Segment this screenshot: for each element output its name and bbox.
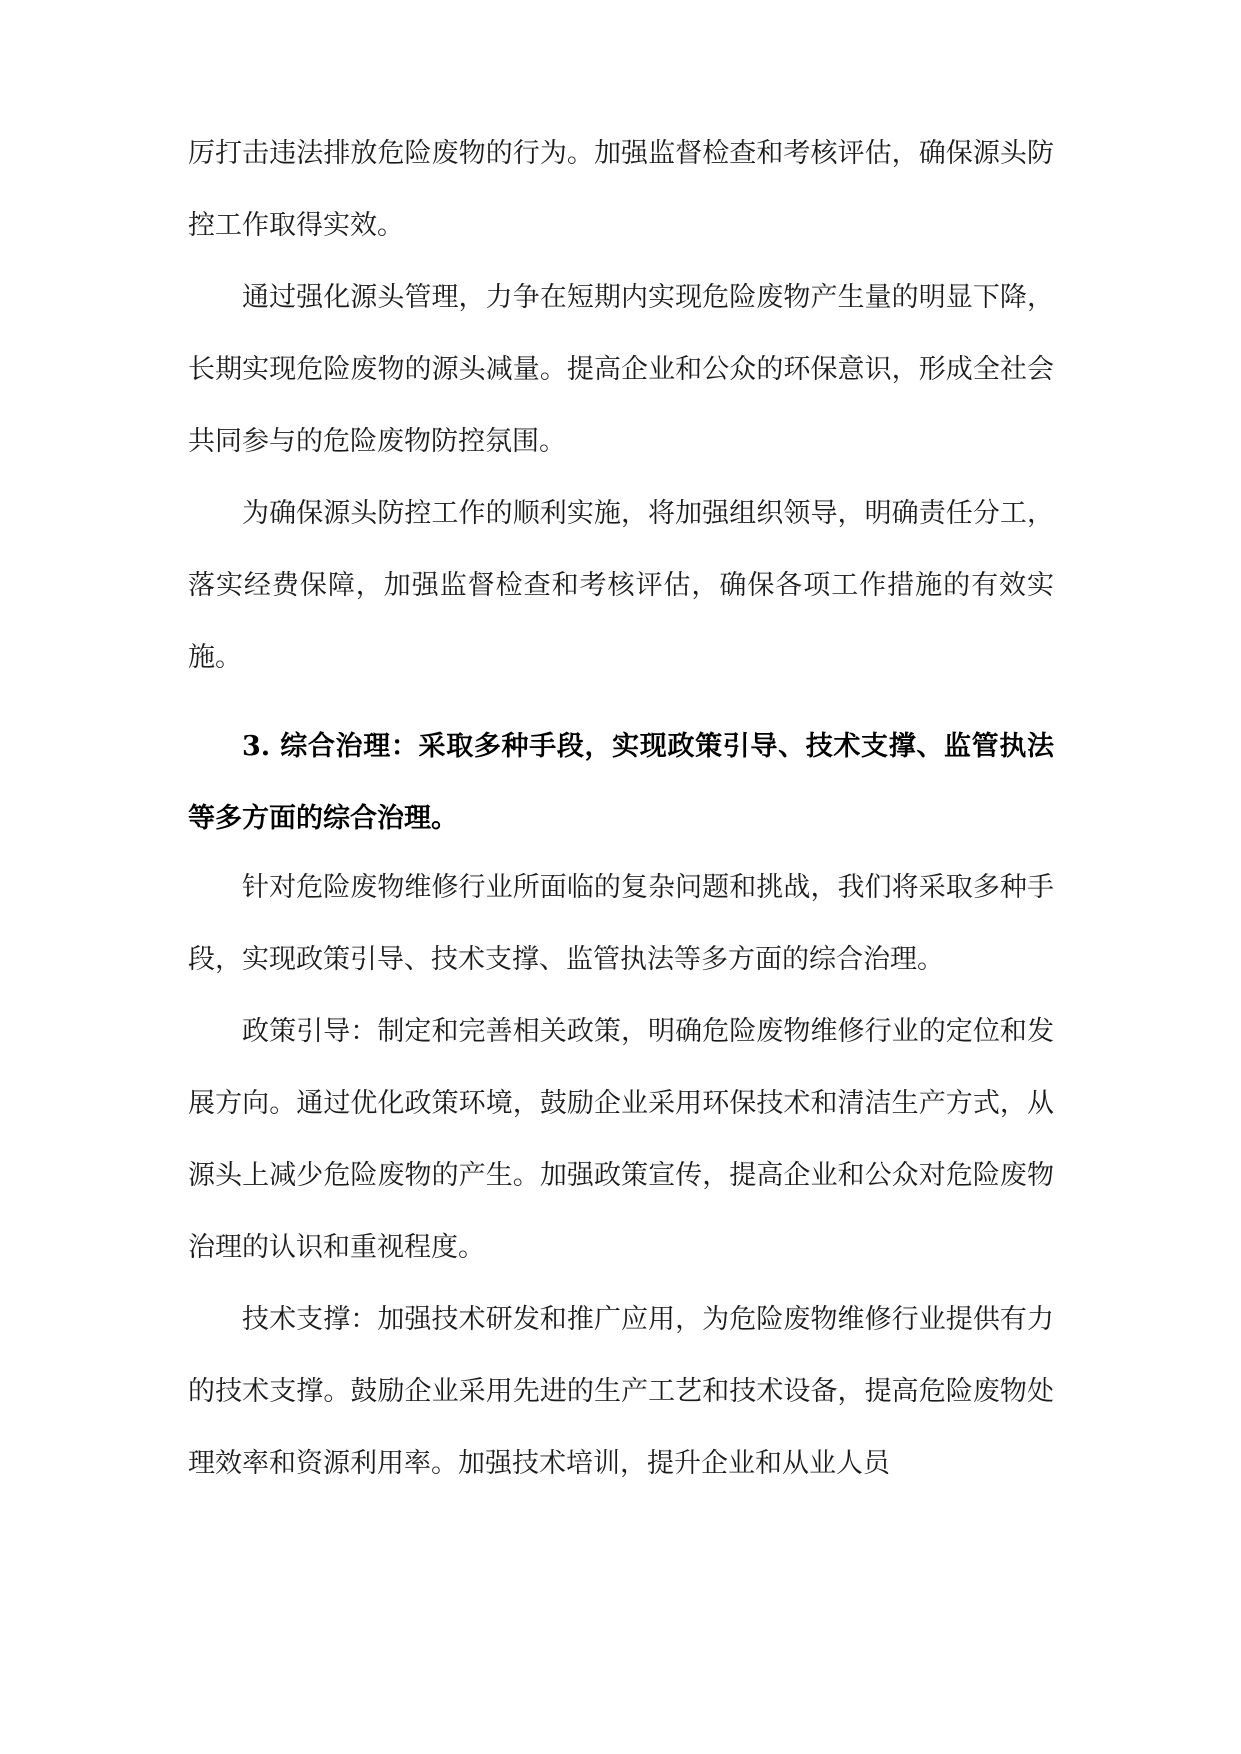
- paragraph-multiple-measures: 针对危险废物维修行业所面临的复杂问题和挑战，我们将采取多种手段，实现政策引导、技术支撑、监管执法等多方面的综合治理。: [188, 872, 1054, 975]
- paragraph-source-management: 通过强化源头管理，力争在短期内实现危险废物产生量的明显下降，长期实现危险废物的源头减量。提高企业和公众的环保意识，形成全社会共同参与的危险废物防控氛围。: [188, 282, 1054, 457]
- paragraph-technical-support: 技术支撑：加强技术研发和推广应用，为危险废物维修行业提供有力的技术支撑。鼓励企业采用先进的生产工艺和技术设备，提高危险废物处理效率和资源利用率。加强技术培训，提升企业和从业人员: [188, 1304, 1054, 1479]
- paragraph-continued: 厉打击违法排放危险废物的行为。加强监督检查和考核评估，确保源头防控工作取得实效。: [188, 138, 1054, 241]
- paragraph-implementation-guarantee: 为确保源头防控工作的顺利实施，将加强组织领导，明确责任分工，落实经费保障，加强监督检查和考核评估，确保各项工作措施的有效实施。: [188, 498, 1054, 673]
- section-heading-comprehensive-governance: 3. 综合治理：采取多种手段，实现政策引导、技术支撑、监管执法等多方面的综合治理。: [188, 731, 1054, 834]
- paragraph-policy-guidance: 政策引导：制定和完善相关政策，明确危险废物维修行业的定位和发展方向。通过优化政策环境，鼓励企业采用环保技术和清洁生产方式，从源头上减少危险废物的产生。加强政策宣传，提高企业和公众对危险废物治理的认识和重视程度。: [188, 1016, 1054, 1263]
